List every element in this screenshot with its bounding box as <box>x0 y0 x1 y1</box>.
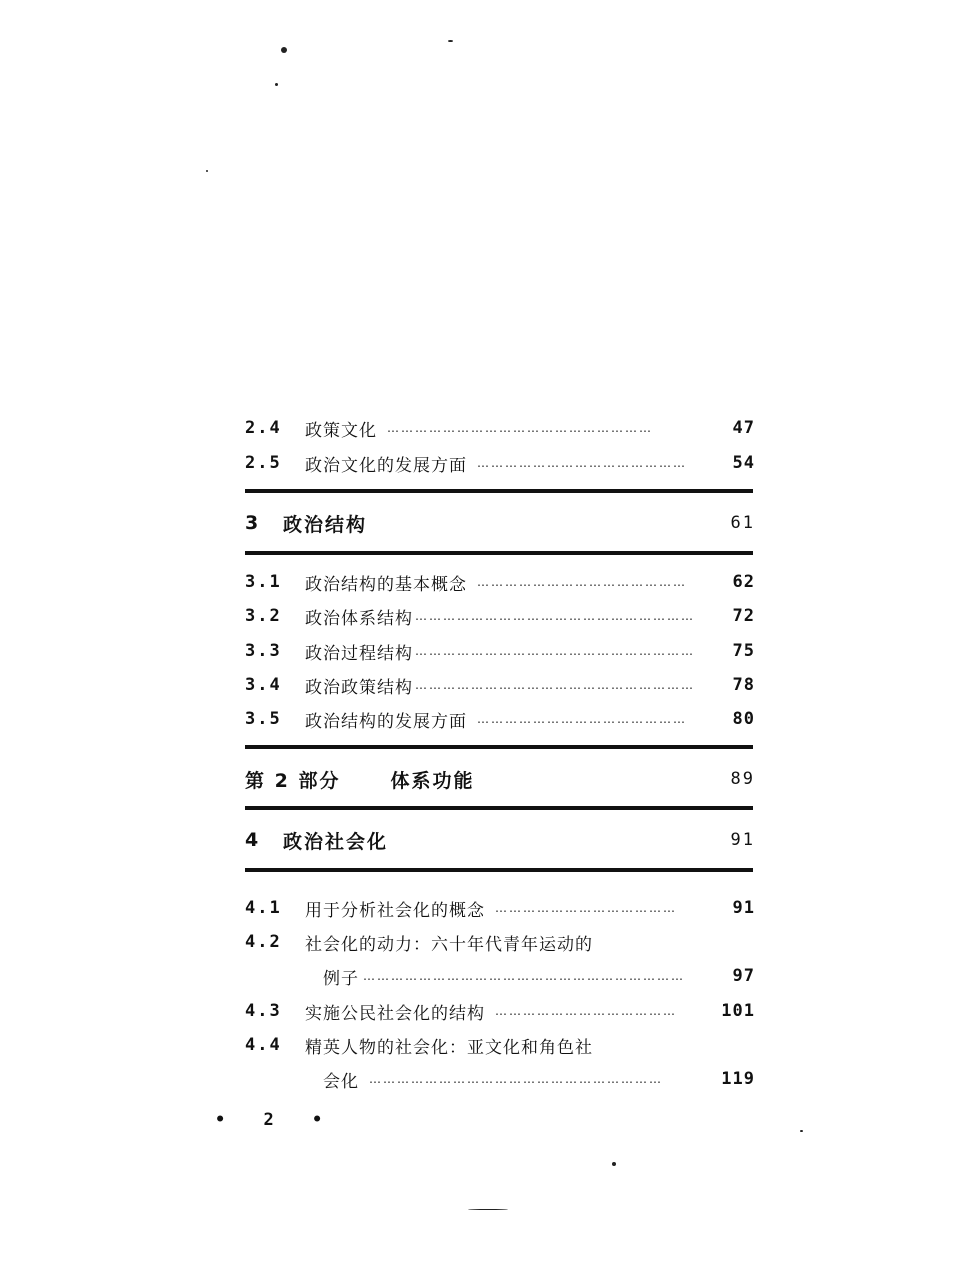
entry-title: 用于分析社会化的概念 <box>305 900 485 921</box>
part-page: 89 <box>730 769 755 789</box>
section-rule <box>245 806 753 810</box>
scan-speck <box>206 170 208 172</box>
leader-dots: …………………………………………………… <box>415 609 695 623</box>
entry-page: 75 <box>732 641 755 661</box>
leader-dots: …………………………………………………… <box>415 644 695 658</box>
scan-speck <box>281 47 287 53</box>
entry-title: 会化 <box>323 1071 359 1092</box>
entry-page: 91 <box>732 898 755 918</box>
toc-entry[interactable] <box>245 601 755 631</box>
scan-speck <box>468 1209 508 1210</box>
section-rule <box>245 745 753 749</box>
toc-entry[interactable] <box>245 893 755 923</box>
entry-title: 社会化的动力：六十年代青年运动的 <box>305 934 593 955</box>
entry-title: 政治政策结构 <box>305 677 413 698</box>
leader-dots: …………………………………………………………… <box>363 969 685 983</box>
leader-dots: ………………………………… <box>495 901 677 915</box>
leader-dots: ……………………………………………………… <box>369 1072 663 1086</box>
entry-number: 4.2 <box>245 932 282 952</box>
leader-dots: ……………………………………… <box>477 456 687 470</box>
entry-title: 政治体系结构 <box>305 608 413 629</box>
entry-number: 4.1 <box>245 898 282 918</box>
leader-dots: ……………………………………… <box>477 575 687 589</box>
chapter-page: 61 <box>730 513 755 533</box>
page-number: • 2 • <box>215 1110 337 1130</box>
toc-entry[interactable] <box>245 413 755 443</box>
part-title: 体系功能 <box>390 769 475 792</box>
entry-page: 72 <box>732 606 755 626</box>
entry-number: 4.4 <box>245 1035 282 1055</box>
entry-page: 119 <box>721 1069 755 1089</box>
scan-speck <box>612 1162 616 1166</box>
part-label: 第 2 部分 <box>245 769 341 792</box>
chapter-number: 4 <box>245 829 261 851</box>
scan-speck <box>448 40 453 42</box>
scan-speck <box>275 83 278 86</box>
entry-page: 78 <box>732 675 755 695</box>
toc-entry[interactable] <box>245 670 755 700</box>
entry-page: 80 <box>732 709 755 729</box>
toc-entry[interactable] <box>245 636 755 666</box>
part-heading[interactable] <box>245 762 755 796</box>
toc-entry[interactable] <box>245 448 755 478</box>
entry-page: 54 <box>732 453 755 473</box>
entry-title: 精英人物的社会化：亚文化和角色社 <box>305 1037 593 1058</box>
entry-number: 3.5 <box>245 709 282 729</box>
chapter-page: 91 <box>730 830 755 850</box>
toc-entry[interactable] <box>245 1030 755 1060</box>
leader-dots: ………………………………… <box>495 1004 677 1018</box>
chapter-heading[interactable] <box>245 823 755 857</box>
entry-number: 4.3 <box>245 1001 282 1021</box>
toc-entry-continuation[interactable] <box>245 961 755 991</box>
entry-title: 政治文化的发展方面 <box>305 455 467 476</box>
entry-number: 3.2 <box>245 606 282 626</box>
leader-dots: …………………………………………………… <box>415 678 695 692</box>
entry-title: 政治结构的基本概念 <box>305 574 467 595</box>
entry-title: 实施公民社会化的结构 <box>305 1003 485 1024</box>
toc-entry[interactable] <box>245 996 755 1026</box>
entry-number: 3.4 <box>245 675 282 695</box>
section-rule <box>245 551 753 555</box>
scan-speck <box>800 1130 803 1132</box>
toc-entry[interactable] <box>245 927 755 957</box>
leader-dots: ……………………………………… <box>477 712 687 726</box>
entry-title: 政治过程结构 <box>305 643 413 664</box>
section-rule <box>245 868 753 872</box>
entry-number: 3.3 <box>245 641 282 661</box>
entry-title: 政策文化 <box>305 420 377 441</box>
chapter-heading[interactable] <box>245 506 755 540</box>
toc-entry[interactable] <box>245 704 755 734</box>
entry-page: 101 <box>721 1001 755 1021</box>
entry-title: 例子 <box>323 968 359 989</box>
chapter-title: 政治结构 <box>283 513 368 536</box>
entry-number: 2.5 <box>245 453 282 473</box>
leader-dots: ………………………………………………… <box>387 421 653 435</box>
entry-page: 62 <box>732 572 755 592</box>
chapter-number: 3 <box>245 512 261 534</box>
entry-number: 3.1 <box>245 572 282 592</box>
entry-number: 2.4 <box>245 418 282 438</box>
toc-entry[interactable] <box>245 567 755 597</box>
chapter-title: 政治社会化 <box>283 830 389 853</box>
toc-entry-continuation[interactable] <box>245 1064 755 1094</box>
entry-title: 政治结构的发展方面 <box>305 711 467 732</box>
entry-page: 47 <box>732 418 755 438</box>
entry-page: 97 <box>732 966 755 986</box>
section-rule <box>245 489 753 493</box>
